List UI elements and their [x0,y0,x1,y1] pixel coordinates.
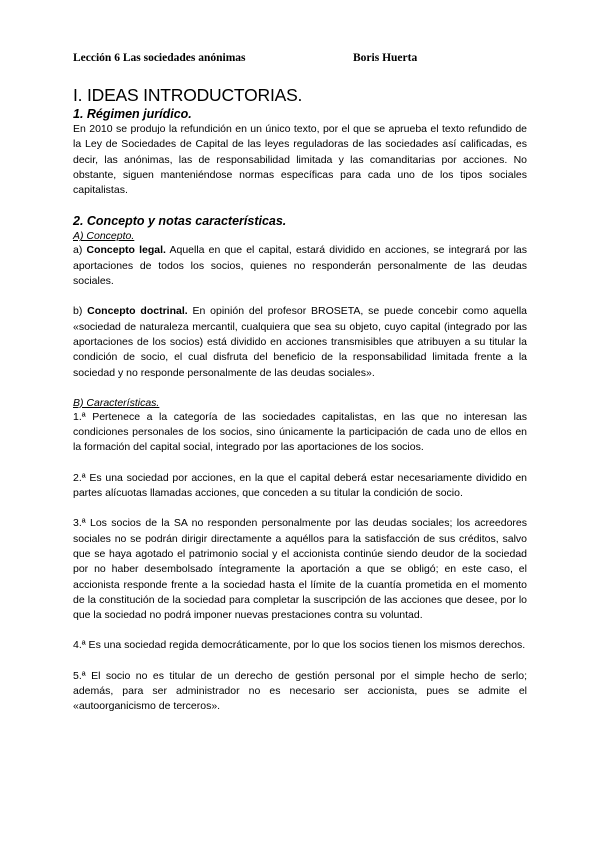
paragraph-concepto-doctrinal [73,304,527,380]
lesson-title: Lección 6 Las sociedades anónimas [73,52,246,64]
item-prefix: b) [73,305,88,318]
subheading-concepto: A) Concepto. [73,230,135,243]
caracteristica-2: 2.ª Es una sociedad por acciones, en la que el capital deberá estar necesariamente dividido en partes alícuotas llamadas acciones, que conceden a su titular la condición de socio. [73,471,527,500]
caracteristica-4: 4.ª Es una sociedad regida democráticamente, por lo que los socios tienen los mismos derechos. [73,639,526,652]
caracteristica-3: 3.ª Los socios de la SA no responden personalmente por las deudas sociales; los acreedores sociales no se podrán dirigir directamente a aquéllos para la satisfacción de sus créditos, salvo que se haya agotado el patrimonio social y el accionista continúe siendo deudor de la sociedad por no haber desembolsado íntegramente la aportación a que se obligó; en este caso, el accionista responde frente a la sociedad hasta el límite de la cuantía prometida en el momento de la constitución de la sociedad para completar la suscripción de las acciones que desee, por lo que la sociedad no podrá imponer nuevas prestaciones contra su voluntad. [73,517,527,622]
section-title: I. IDEAS INTRODUCTORIAS. [73,85,303,105]
concepto-legal-text: Aquella en que el capital, estará dividido en acciones, se integrará por las aportaciones de todos los socios, quienes no responderán personalmente de las deudas sociales. [73,244,527,288]
subheading-caracteristicas: B) Características. [73,396,160,409]
page-header [73,52,418,64]
concepto-doctrinal-text: En opinión del profesor BROSETA, se puede concebir como aquella «sociedad de naturaleza mercantil, cualquiera que sea su objeto, cuyo capital (integrado por las aportaciones de los socios) está dividido en acciones transmisibles que atribuyen a su titular la condición de socio, el cual disfruta del beneficio de la responsabilidad limitada frente a la sociedad y no responde personalmente de las deudas sociales». [73,305,527,379]
caracteristica-5: 5.ª El socio no es titular de un derecho de gestión personal por el simple hecho de serlo; además, para ser administrador no es necesario ser accionista, pues se admite el «autoorganicismo de terceros». [73,669,527,713]
document-body [73,84,527,715]
caracteristica-1: 1.ª Pertenece a la categoría de las sociedades capitalistas, en las que no interesan las condiciones personales de los socios, sino únicamente la participación de cada uno de ellos en la formación del capital social, integrado por las aportaciones de los socios. [73,410,527,454]
paragraph-regimen: En 2010 se produjo la refundición en un único texto, por el que se aprueba el texto refundido de la Ley de Sociedades de Capital de las leyes reguladoras de las sociedades así calificadas, es decir, las anónimas, las de responsabilidad limitada y las comanditarias por acciones. No obstante, siguen manteniéndose normas específicas para cada uno de los tipos sociales capitalistas. [73,123,527,197]
paragraph-concepto-legal [73,243,527,289]
item-prefix: a) [73,244,87,257]
concepto-doctrinal-label: Concepto doctrinal. [87,305,188,318]
author-name: Boris Huerta [353,52,418,64]
concepto-legal-label: Concepto legal. [86,244,166,257]
heading-regimen-juridico: 1. Régimen jurídico. [73,107,192,121]
heading-concepto-notas: 2. Concepto y notas características. [73,214,287,229]
